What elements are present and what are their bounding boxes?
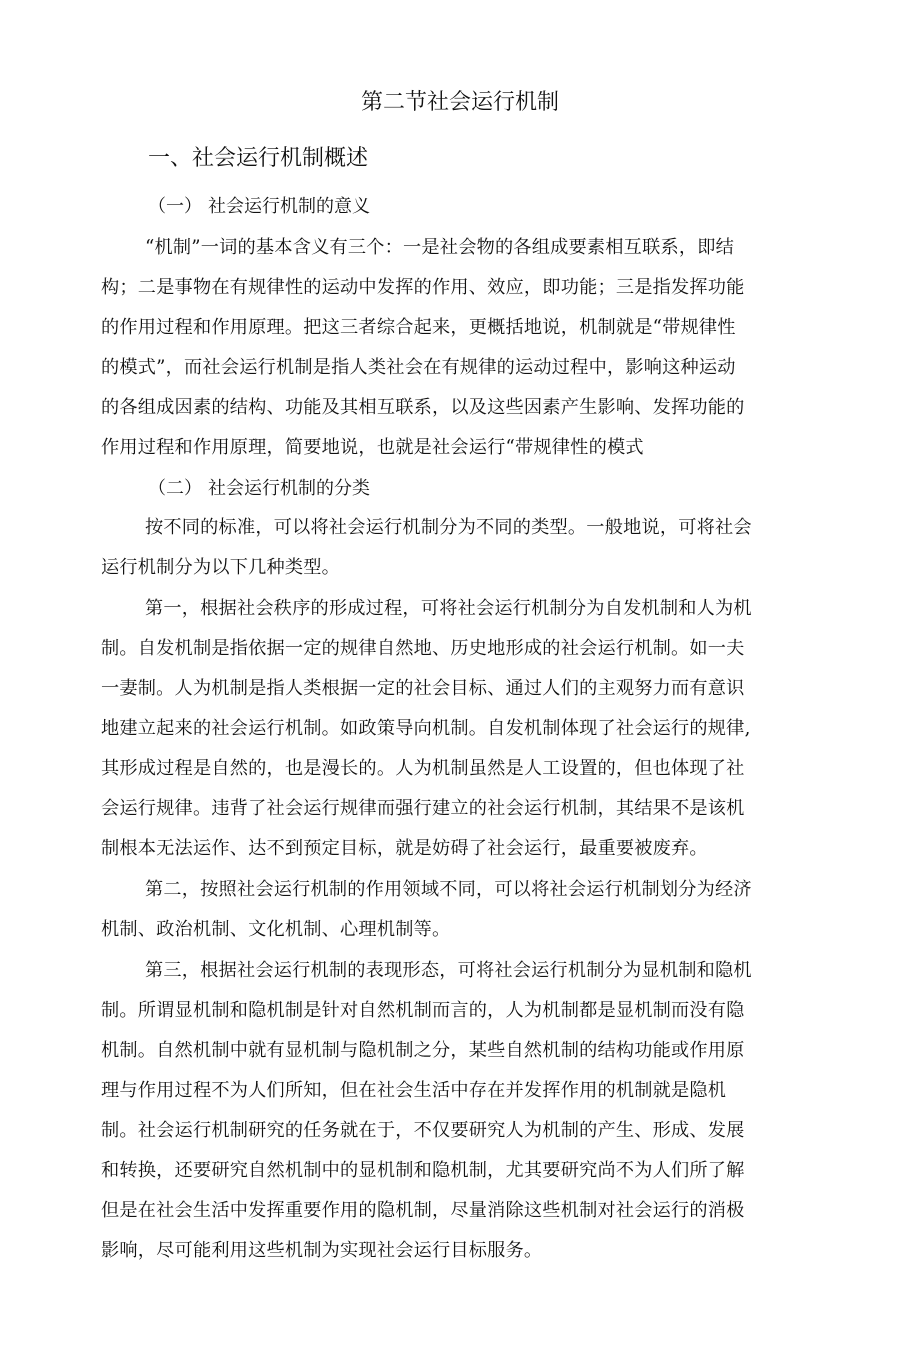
paragraph-line: “机制”一词的基本含义有三个：一是社会物的各组成要素相互联系，即结 — [145, 237, 735, 258]
paragraph-first-type — [101, 589, 807, 869]
subsection-heading-1 — [148, 194, 370, 220]
paragraph-line: 会运行规律。违背了社会运行规律而强行建立的社会运行机制，其结果不是该机 — [101, 798, 745, 819]
paragraph-line: 其形成过程是自然的，也是漫长的。人为机制虽然是人工设置的，但也体现了社 — [101, 758, 745, 779]
paragraph-line: 地建立起来的社会运行机制。如政策导向机制。自发机制体现了社会运行的规律, — [101, 718, 751, 739]
paragraph-line: 的模式”，而社会运行机制是指人类社会在有规律的运动过程中，影响这种运动 — [101, 357, 736, 378]
subsection-title: 社会运行机制的意义 — [208, 196, 370, 217]
paragraph-line: 第二，按照社会运行机制的作用领域不同，可以将社会运行机制划分为经济 — [145, 879, 752, 900]
paragraph-line: 构；二是事物在有规律性的运动中发挥的作用、效应，即功能；三是指发挥功能 — [101, 277, 745, 298]
paragraph-line: 理与作用过程不为人们所知，但在社会生活中存在并发挥作用的机制就是隐机 — [101, 1080, 727, 1101]
paragraph-line: 作用过程和作用原理，简要地说，也就是社会运行“带规律性的模式 — [101, 437, 644, 458]
paragraph-line: 影响，尽可能利用这些机制为实现社会运行目标服务。 — [101, 1240, 543, 1261]
paragraph-line: 机制、政治机制、文化机制、心理机制等。 — [101, 919, 451, 940]
section-heading: 一、社会运行机制概述 — [148, 146, 369, 171]
paragraph-line: 运行机制分为以下几种类型。 — [101, 557, 341, 578]
paragraph-third-type — [101, 951, 807, 1271]
paragraph-line: 制根本无法运作、达不到预定目标，就是妨碍了社会运行，最重要被废弃。 — [101, 838, 708, 859]
paragraph-line: 的各组成因素的结构、功能及其相互联系，以及这些因素产生影响、发挥功能的 — [101, 397, 745, 418]
paragraph-line: 制。所谓显机制和隐机制是针对自然机制而言的，人为机制都是显机制而没有隐 — [101, 1000, 745, 1021]
paragraph-line: 第一，根据社会秩序的形成过程，可将社会运行机制分为自发机制和人为机 — [145, 598, 752, 619]
page-title: 第二节社会运行机制 — [360, 90, 559, 115]
paragraph-classification-intro — [101, 508, 807, 588]
paragraph-line: 一妻制。人为机制是指人类根据一定的社会目标、通过人们的主观努力而有意识 — [101, 678, 745, 699]
subsection-title: 社会运行机制的分类 — [208, 478, 370, 499]
paragraph-line: 但是在社会生活中发挥重要作用的隐机制，尽量消除这些机制对社会运行的消极 — [101, 1200, 745, 1221]
paragraph-second-type — [101, 870, 807, 950]
paragraph-line: 第三，根据社会运行机制的表现形态，可将社会运行机制分为显机制和隐机 — [145, 960, 752, 981]
paragraph-line: 制。社会运行机制研究的任务就在于，不仅要研究人为机制的产生、形成、发展 — [101, 1120, 745, 1141]
paragraph-line: 按不同的标准，可以将社会运行机制分为不同的类型。一般地说，可将社会 — [145, 517, 752, 538]
paragraph-line: 机制。自然机制中就有显机制与隐机制之分，某些自然机制的结构功能或作用原 — [101, 1040, 745, 1061]
paragraph-line: 制。自发机制是指依据一定的规律自然地、历史地形成的社会运行机制。如一夫 — [101, 638, 745, 659]
subsection-number: （二） — [148, 478, 202, 499]
paragraph-line: 和转换，还要研究自然机制中的显机制和隐机制，尤其要研究尚不为人们所了解 — [101, 1160, 745, 1181]
subsection-heading-2 — [148, 476, 370, 502]
paragraph-line: 的作用过程和作用原理。把这三者综合起来，更概括地说，机制就是“带规律性 — [101, 317, 736, 338]
subsection-number: （一） — [148, 196, 202, 217]
paragraph-meaning — [101, 228, 807, 468]
